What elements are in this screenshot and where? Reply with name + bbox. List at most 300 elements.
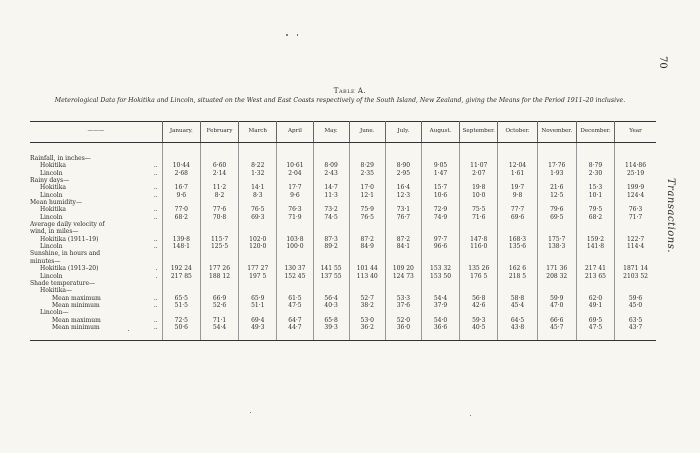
table-row: [30, 317, 656, 324]
value-cell: 59·9: [537, 295, 576, 302]
value-cell: 12·5: [537, 192, 576, 199]
value-cell: 1·32: [239, 170, 277, 177]
table-row: [30, 265, 656, 272]
value-cell: [537, 250, 576, 257]
value-cell: 101 44: [349, 265, 385, 272]
spacer-cell: [615, 331, 656, 341]
value-cell: 74·5: [313, 214, 349, 221]
value-cell: [200, 199, 238, 206]
value-cell: 139·8: [162, 236, 200, 243]
column-header: September.: [460, 122, 498, 143]
value-cell: [277, 287, 313, 294]
row-label: Hokitika—: [40, 287, 72, 295]
spacer-cell: [313, 143, 349, 156]
value-cell: 51·5: [162, 302, 200, 309]
value-cell: 36·0: [385, 324, 421, 331]
value-cell: [460, 309, 498, 316]
value-cell: 15·7: [421, 184, 459, 191]
value-cell: 69·4: [239, 317, 277, 324]
row-label: Rainy days—: [30, 177, 70, 185]
leader-dots: ..: [153, 316, 158, 324]
row-label-cell: [30, 206, 162, 213]
value-cell: 147·8: [460, 236, 498, 243]
value-cell: 17·0: [349, 184, 385, 191]
value-cell: 192 24: [162, 265, 200, 272]
value-cell: 177 26: [200, 265, 238, 272]
value-cell: [385, 177, 421, 184]
value-cell: 153 32: [421, 265, 459, 272]
value-cell: [385, 280, 421, 287]
value-cell: 12·3: [385, 192, 421, 199]
value-cell: [460, 280, 498, 287]
value-cell: [460, 228, 498, 235]
value-cell: 8·29: [349, 162, 385, 169]
value-cell: [576, 287, 614, 294]
value-cell: 69·6: [498, 214, 537, 221]
row-label-cell: [30, 287, 162, 294]
value-cell: [200, 250, 238, 257]
spacer-cell: [239, 143, 277, 156]
value-cell: [421, 228, 459, 235]
spacer-cell: [385, 143, 421, 156]
value-cell: [385, 309, 421, 316]
value-cell: 213 65: [576, 273, 614, 280]
value-cell: 36·6: [421, 324, 459, 331]
value-cell: 103·8: [277, 236, 313, 243]
value-cell: [162, 280, 200, 287]
value-cell: 84·9: [349, 243, 385, 250]
value-cell: [239, 221, 277, 228]
value-cell: 21·6: [537, 184, 576, 191]
value-cell: 188 12: [200, 273, 238, 280]
value-cell: 8·3: [239, 192, 277, 199]
value-cell: 45·7: [537, 324, 576, 331]
value-cell: [200, 287, 238, 294]
value-cell: 138·3: [537, 243, 576, 250]
value-cell: [576, 228, 614, 235]
leader-dots: ..: [153, 243, 158, 251]
spacer-cell: [277, 331, 313, 341]
value-cell: 38·2: [349, 302, 385, 309]
value-cell: [349, 199, 385, 206]
leader-dots: ..: [153, 184, 158, 192]
value-cell: 71·9: [277, 214, 313, 221]
spacer-cell: [239, 331, 277, 341]
value-cell: [349, 309, 385, 316]
value-cell: 208 32: [537, 273, 576, 280]
row-label: Mean minimum: [52, 323, 100, 331]
ink-speck: [297, 34, 298, 36]
value-cell: [313, 309, 349, 316]
value-cell: [239, 280, 277, 287]
value-cell: 135 26: [460, 265, 498, 272]
row-label: Lincoln: [40, 213, 63, 221]
value-cell: 49·3: [239, 324, 277, 331]
value-cell: [277, 177, 313, 184]
value-cell: 8·79: [576, 162, 614, 169]
value-cell: [576, 221, 614, 228]
value-cell: [349, 221, 385, 228]
spacer-cell: [498, 331, 537, 341]
row-label: Mean maximum: [52, 316, 101, 324]
value-cell: 1871 14: [623, 265, 648, 273]
value-cell: [313, 228, 349, 235]
value-cell: [200, 280, 238, 287]
value-cell: 17·76: [537, 162, 576, 169]
value-cell: [537, 177, 576, 184]
value-cell: [162, 221, 200, 228]
value-cell: 66·6: [537, 317, 576, 324]
table-row: [30, 177, 656, 184]
column-header: February: [200, 122, 238, 143]
row-label-cell: [30, 295, 162, 302]
value-cell: 11·07: [460, 162, 498, 169]
value-cell: [498, 280, 537, 287]
value-cell: [162, 287, 200, 294]
value-cell: 79·5: [576, 206, 614, 213]
value-cell: 15·3: [576, 184, 614, 191]
table-row: [30, 228, 656, 235]
value-cell: 40·5: [460, 324, 498, 331]
header-label-cell: ———: [30, 122, 162, 143]
value-cell: [576, 250, 614, 257]
value-cell: 11·3: [313, 192, 349, 199]
value-cell: [385, 155, 421, 162]
value-cell: 137 55: [313, 273, 349, 280]
value-cell: 77·7: [498, 206, 537, 213]
row-label-cell: [30, 273, 162, 280]
value-cell: 56·4: [313, 295, 349, 302]
row-label: Sunshine, in hours and: [30, 250, 101, 258]
row-label-cell: [30, 265, 162, 272]
value-cell: [498, 155, 537, 162]
value-cell: 10·44: [162, 162, 200, 169]
value-cell: 159·2: [576, 236, 614, 243]
spacer-cell: [30, 331, 162, 341]
value-cell: [349, 177, 385, 184]
row-label-cell: [30, 177, 162, 184]
value-cell: 171 36: [537, 265, 576, 272]
value-cell: [537, 228, 576, 235]
column-header: January.: [162, 122, 200, 143]
value-cell: [200, 177, 238, 184]
row-label: Lincoln: [40, 243, 63, 251]
value-cell: [460, 221, 498, 228]
value-cell: [313, 287, 349, 294]
value-cell: 218 5: [498, 273, 537, 280]
value-cell: [615, 221, 656, 228]
value-cell: 61·5: [277, 295, 313, 302]
value-cell: [277, 258, 313, 265]
spacer-cell: [313, 331, 349, 341]
value-cell: 75·9: [349, 206, 385, 213]
row-label: Lincoln: [40, 272, 63, 280]
value-cell: 37·6: [385, 302, 421, 309]
value-cell: 68·2: [576, 214, 614, 221]
value-cell: [313, 199, 349, 206]
value-cell: 68·2: [162, 214, 200, 221]
value-cell: [615, 287, 656, 294]
value-cell: [460, 287, 498, 294]
value-cell: 40·3: [313, 302, 349, 309]
value-cell: 10·1: [576, 192, 614, 199]
spacer-cell: [200, 143, 238, 156]
value-cell: 59·6: [628, 294, 643, 302]
value-cell: 56·8: [460, 295, 498, 302]
spacer-cell: [537, 143, 576, 156]
value-cell: 217 41: [576, 265, 614, 272]
value-cell: 11·2: [200, 184, 238, 191]
value-cell: 64·5: [498, 317, 537, 324]
value-cell: 45·4: [498, 302, 537, 309]
value-cell: [537, 221, 576, 228]
leader-dots: ..: [153, 206, 158, 214]
value-cell: [162, 177, 200, 184]
row-label-cell: [30, 324, 162, 331]
value-cell: [537, 309, 576, 316]
table-caption: Meterological Data for Hokitika and Lincoln, situated on the West and East Coasts respectively of the South Island, New Zealand, giving the Means for the Period 1911–20 inclusive.: [54, 97, 626, 104]
value-cell: [576, 309, 614, 316]
value-cell: 176 5: [460, 273, 498, 280]
value-cell: 54·4: [200, 324, 238, 331]
row-label: Average daily velocity of: [30, 221, 105, 229]
table-row: [30, 302, 656, 309]
value-cell: 153 50: [421, 273, 459, 280]
value-cell: [239, 177, 277, 184]
row-label: Hokitika: [40, 184, 66, 192]
spacer-cell: [349, 331, 385, 341]
spacer-cell: [498, 143, 537, 156]
spacer-cell: [349, 143, 385, 156]
row-label-cell: [30, 243, 162, 250]
value-cell: [162, 155, 200, 162]
row-label: Hokitika (1911–19): [40, 235, 99, 243]
spacer-cell: [421, 331, 459, 341]
table-row: [30, 199, 656, 206]
leader-dots: ..: [153, 169, 158, 177]
value-cell: [313, 280, 349, 287]
column-header: April: [277, 122, 313, 143]
row-label-cell: [30, 280, 162, 287]
value-cell: 36·2: [349, 324, 385, 331]
value-cell: [498, 221, 537, 228]
value-cell: [200, 221, 238, 228]
value-cell: [460, 199, 498, 206]
value-cell: 135·6: [498, 243, 537, 250]
value-cell: [615, 250, 656, 257]
table-row: [30, 162, 656, 169]
value-cell: 175·7: [537, 236, 576, 243]
value-cell: 42·6: [460, 302, 498, 309]
ink-speck: [286, 34, 288, 36]
value-cell: 124·4: [626, 191, 645, 199]
leader-dots: ..: [153, 162, 158, 170]
value-cell: 19·8: [460, 184, 498, 191]
column-header: October.: [498, 122, 537, 143]
row-label-cell: [30, 162, 162, 169]
value-cell: 10·61: [277, 162, 313, 169]
value-cell: [277, 199, 313, 206]
value-cell: 87·2: [349, 236, 385, 243]
value-cell: 47·5: [576, 324, 614, 331]
value-cell: 52·7: [349, 295, 385, 302]
value-cell: 63·5: [628, 316, 643, 324]
value-cell: 58·8: [498, 295, 537, 302]
value-cell: [349, 228, 385, 235]
table-body: [30, 143, 656, 341]
value-cell: 53·3: [385, 295, 421, 302]
page-number: 70: [657, 56, 668, 69]
value-cell: [239, 287, 277, 294]
value-cell: 76·7: [385, 214, 421, 221]
column-header: March: [239, 122, 277, 143]
value-cell: 76·5: [239, 206, 277, 213]
value-cell: [277, 221, 313, 228]
row-label-cell: [30, 228, 162, 235]
value-cell: 53·0: [349, 317, 385, 324]
leader-dots: ..: [153, 235, 158, 243]
table-row: [30, 273, 656, 280]
value-cell: [498, 258, 537, 265]
value-cell: 62·0: [576, 295, 614, 302]
value-cell: [162, 199, 200, 206]
value-cell: 71·6: [460, 214, 498, 221]
column-header: December.: [576, 122, 614, 143]
value-cell: [385, 228, 421, 235]
value-cell: [537, 280, 576, 287]
value-cell: [421, 258, 459, 265]
value-cell: 72·5: [162, 317, 200, 324]
value-cell: [460, 155, 498, 162]
value-cell: [615, 309, 656, 316]
spacer-cell: [162, 143, 200, 156]
value-cell: 10·6: [421, 192, 459, 199]
value-cell: [576, 177, 614, 184]
value-cell: 50·6: [162, 324, 200, 331]
value-cell: [200, 258, 238, 265]
row-label: Hokitika (1913–20): [40, 265, 99, 273]
value-cell: 71·1: [200, 317, 238, 324]
value-cell: [313, 250, 349, 257]
table-row: [30, 155, 656, 162]
value-cell: 114·4: [626, 243, 645, 251]
value-cell: 64·7: [277, 317, 313, 324]
value-cell: 52·6: [200, 302, 238, 309]
value-cell: 73·1: [385, 206, 421, 213]
table-row: [30, 243, 656, 250]
value-cell: 113 40: [349, 273, 385, 280]
value-cell: 168·3: [498, 236, 537, 243]
value-cell: 2·14: [200, 170, 238, 177]
table-row: [30, 206, 656, 213]
spacer-cell: [460, 143, 498, 156]
value-cell: 43·7: [628, 323, 643, 331]
value-cell: [576, 258, 614, 265]
value-cell: 66·9: [200, 295, 238, 302]
spacer-cell: [162, 331, 200, 341]
value-cell: 9·6: [277, 192, 313, 199]
row-label-cell: [30, 258, 162, 265]
value-cell: [349, 155, 385, 162]
value-cell: 77·6: [200, 206, 238, 213]
value-cell: 8·2: [200, 192, 238, 199]
value-cell: 87·3: [313, 236, 349, 243]
value-cell: 45·0: [628, 301, 643, 309]
row-label-cell: [30, 236, 162, 243]
leader-dots: ..: [153, 301, 158, 309]
value-cell: [421, 250, 459, 257]
value-cell: 69·3: [239, 214, 277, 221]
row-label: Hokitika: [40, 206, 66, 214]
value-cell: 59·3: [460, 317, 498, 324]
value-cell: 25·19: [626, 169, 645, 177]
ink-speck: [470, 415, 471, 416]
row-label-cell: [30, 221, 162, 228]
row-label-cell: [30, 192, 162, 199]
value-cell: 76·3: [277, 206, 313, 213]
value-cell: 124 73: [385, 273, 421, 280]
value-cell: [349, 280, 385, 287]
value-cell: [576, 280, 614, 287]
leader-dots: ..: [153, 323, 158, 331]
row-label-cell: [30, 309, 162, 316]
value-cell: 8·09: [313, 162, 349, 169]
value-cell: 116·0: [460, 243, 498, 250]
table-row: [30, 324, 656, 331]
value-cell: [615, 258, 656, 265]
value-cell: 148·1: [162, 243, 200, 250]
value-cell: [277, 280, 313, 287]
value-cell: 73·2: [313, 206, 349, 213]
value-cell: [385, 221, 421, 228]
table-row: [30, 295, 656, 302]
value-cell: 76·3: [628, 206, 643, 214]
value-cell: [349, 250, 385, 257]
value-cell: 120·0: [239, 243, 277, 250]
spacer-cell: [277, 143, 313, 156]
row-label-cell: [30, 317, 162, 324]
value-cell: 65·8: [313, 317, 349, 324]
value-cell: 2·68: [162, 170, 200, 177]
value-cell: 1·93: [537, 170, 576, 177]
value-cell: 177 27: [239, 265, 277, 272]
value-cell: [460, 250, 498, 257]
value-cell: 37·9: [421, 302, 459, 309]
value-cell: [498, 177, 537, 184]
value-cell: 87·2: [385, 236, 421, 243]
row-label-cell: [30, 214, 162, 221]
value-cell: 44·7: [277, 324, 313, 331]
value-cell: 1·47: [421, 170, 459, 177]
value-cell: [239, 228, 277, 235]
row-label: Lincoln: [40, 191, 63, 199]
value-cell: 43·8: [498, 324, 537, 331]
table-row: [30, 250, 656, 257]
value-cell: [313, 221, 349, 228]
value-cell: [239, 250, 277, 257]
table-row: [30, 309, 656, 316]
value-cell: [576, 199, 614, 206]
row-label: Shade temperature—: [30, 279, 96, 287]
value-cell: 141 55: [313, 265, 349, 272]
value-cell: 2·35: [349, 170, 385, 177]
spacer-cell: [200, 331, 238, 341]
value-cell: 54·4: [421, 295, 459, 302]
value-cell: 122·7: [626, 235, 645, 243]
value-cell: [576, 155, 614, 162]
table-row: [30, 192, 656, 199]
value-cell: 102·0: [239, 236, 277, 243]
